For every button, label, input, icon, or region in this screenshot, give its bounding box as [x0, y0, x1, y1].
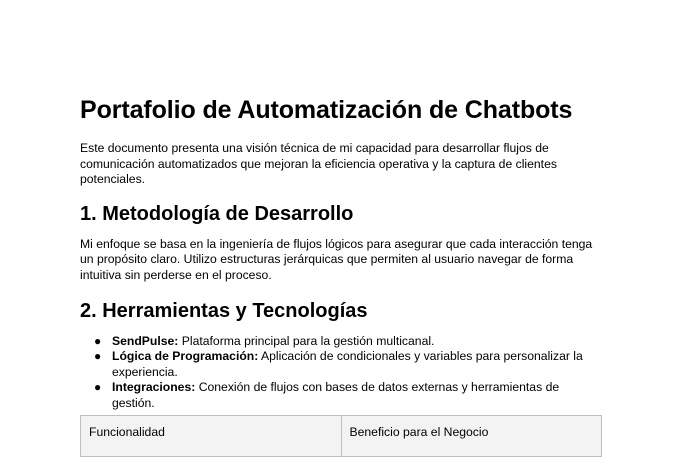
bullet-label: SendPulse:	[112, 333, 179, 348]
methodology-paragraph: Mi enfoque se basa en la ingeniería de flujos lógicos para asegurar que cada interacción tenga un propósito claro. Utilizo estructuras jerárquicas que permiten al usuario navegar de forma intuitiva sin perderse en el proceso.	[80, 236, 593, 282]
bullet-label: Lógica de Programación:	[112, 349, 259, 364]
features-table	[80, 415, 602, 457]
tools-bullet-list	[80, 334, 600, 412]
document-page	[80, 95, 600, 457]
bullet-label: Integraciones:	[112, 380, 196, 395]
table-header-cell: Beneficio para el Negocio	[341, 416, 602, 456]
intro-paragraph: Este documento presenta una visión técnica de mi capacidad para desarrollar flujos de comunicación automatizados que mejoran la eficiencia operativa y la captura de clientes potenciales.	[80, 141, 557, 187]
table-header-cell: Funcionalidad	[81, 416, 341, 456]
section-heading-tools: 2. Herramientas y Tecnologías	[80, 299, 368, 322]
bullet-icon: ●	[94, 380, 102, 395]
bullet-text: Conexión de flujos con bases de datos externas y herramientas de gestión.	[112, 380, 560, 410]
bullet-text: Plataforma principal para la gestión multicanal.	[178, 333, 435, 348]
bullet-icon: ●	[94, 333, 102, 348]
document-title: Portafolio de Automatización de Chatbots	[80, 96, 573, 124]
bullet-icon: ●	[94, 349, 102, 364]
bullet-text: Aplicación de condicionales y variables para personalizar la experiencia.	[112, 349, 583, 379]
section-heading-methodology: 1. Metodología de Desarrollo	[80, 202, 354, 225]
list-item	[80, 380, 600, 411]
list-item	[80, 334, 600, 350]
list-item	[80, 349, 600, 380]
